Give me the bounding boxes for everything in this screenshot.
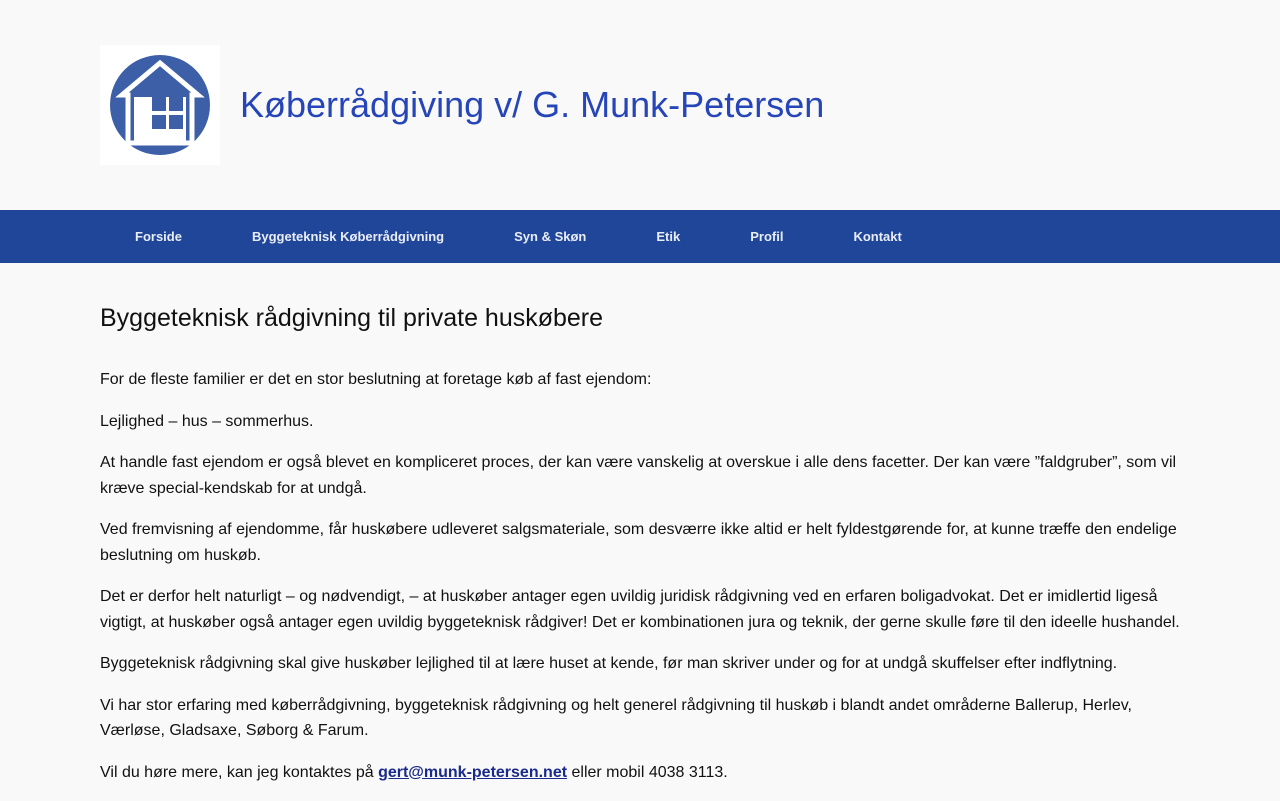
main-navigation [0, 210, 1280, 263]
house-circle-icon [100, 45, 220, 165]
nav-item-etik[interactable]: Etik [656, 229, 681, 244]
site-logo[interactable] [100, 45, 220, 165]
paragraph: At handle fast ejendom er også blevet en kompliceret proces, der kan være vanskelig at overskue i alle dens facetter. Der kan være ”faldgruber”, som vil kræve special-kendskab for at undgå. [100, 454, 1177, 497]
paragraph: Vi har stor erfaring med køberrådgivning, byggeteknisk rådgivning og helt generel rådgivning til huskøb i blandt andet områderne Ballerup, Herlev, Værløse, Gladsaxe, Søborg & Farum. [100, 696, 1132, 739]
nav-item-profil[interactable]: Profil [750, 229, 784, 244]
site-title[interactable]: Køberrådgiving v/ G. Munk-Petersen [240, 84, 825, 125]
site-header [0, 0, 1280, 210]
contact-prefix: Vil du høre mere, kan jeg kontaktes på [100, 763, 379, 781]
paragraph: Ved fremvisning af ejendomme, får huskøbere udleveret salgsmateriale, som desværre ikke altid er helt fyldestgørende for, at kunne træffe den endelige beslutning om huskøb. [100, 521, 1177, 564]
nav-item-syn-og-skoen[interactable]: Syn & Skøn [514, 229, 587, 244]
contact-suffix: eller mobil 4038 3113. [567, 763, 728, 781]
email-link[interactable]: gert@munk-petersen.net [378, 763, 568, 781]
paragraph: Det er derfor helt naturligt – og nødvendigt, – at huskøber antager egen uvildig juridisk rådgivning ved en erfaren boligadvokat. Det er imidlertid ligeså vigtigt, at huskøber også antager egen uvildig byggeteknisk rådgiver! Det er kombinationen jura og teknik, der gerne skulle føre til den ideelle hushandel. [100, 588, 1180, 631]
nav-item-forside[interactable]: Forside [135, 229, 182, 244]
paragraph: Lejlighed – hus – sommerhus. [100, 412, 314, 430]
main-content [100, 297, 1185, 801]
nav-item-byggeteknisk-koberraadgivning[interactable]: Byggeteknisk Køberrådgivning [251, 229, 445, 244]
contact-paragraph [100, 760, 1185, 786]
paragraph: Byggeteknisk rådgivning skal give huskøber lejlighed til at lære huset at kende, før man skriver under og for at undgå skuffelser efter indflytning. [100, 655, 1118, 672]
page-heading: Byggeteknisk rådgivning til private huskøbere [100, 304, 604, 332]
paragraph: For de fleste familier er det en stor beslutning at foretage køb af fast ejendom: [100, 371, 652, 388]
nav-item-kontakt[interactable]: Kontakt [853, 229, 902, 244]
